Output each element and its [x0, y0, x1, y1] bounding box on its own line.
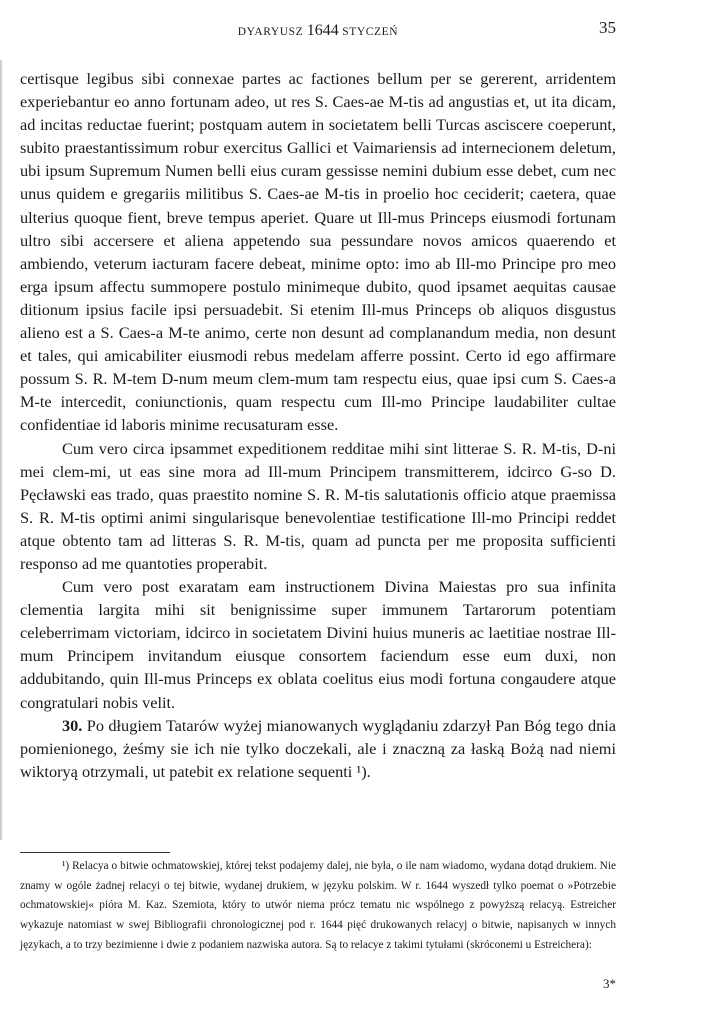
header-right: STYCZEŃ: [342, 26, 399, 38]
entry-number: 30.: [62, 715, 83, 735]
header-year: 1644: [306, 22, 339, 39]
paragraph-text: Po długiem Tatarów wyżej mianowanych wyglądaniu zdarzył Pan Bóg tego dnia pomienionego, żeśmy sie ich nie tylko doczekali, ale i znaczną za łaską Bożą nad niemi wiktoryą otrzymali, ut patebit ex relatione sequenti ¹).: [20, 715, 616, 781]
paragraph-text: Cum vero post exaratam eam instructionem Divina Maiestas pro sua infinita clementia largita mihi sit benignissime super immunem Tartarorum potentiam celeberrimam victoriam, idcirco in societatem Divini huius muneris ac laetitiae nostrae Ill-mum Principem invitandum eiusque consortem faciendum esse eum duxi, non addubitando, quin Ill-mus Princeps ex oblata coelitus eius modi fortuna congaudere atque congratulari nobis velit.: [20, 577, 616, 712]
paragraph-text: Cum vero circa ipsammet expeditionem redditae mihi sint litterae S. R. M-tis, D-ni mei clem-mi, ut eas sine mora ad Ill-mum Principem transmitterem, idcirco G-so D. Pęcławski eas trado, quas praestito nomine S. R. M-tis salutationis officio atque praemissa S. R. M-tis optimi animi singularisque benevolentiae testificatione Ill-mo Principi reddet atque obtento tam ad litteras S. R. M-tis, quam ad puncta per me proposita sufficienti responso ad me quantoties properabit.: [20, 438, 616, 573]
page-number: 35: [599, 18, 616, 37]
running-header: [20, 22, 616, 40]
footnote-1: ¹) Relacya o bitwie ochmatowskiej, której tekst podajemy dalej, nie była, o ile nam wiadomo, wydana dotąd drukiem. Nie znamy w ogóle żadnej relacyi o tej bitwie, wydanej drukiem, w języku polskim. W r. 1644 wyszedł tylko poemat o »Potrzebie ochmatowskiej« pióra M. Kaz. Szemiota, który to utwór niema prócz tematu nic wspólnego z powyższą relacyą. Estreicher wykazuje natomiast w swej Bibliografii chronologicznej pod r. 1644 pięć drukowanych relacyj o bitwie, napisanych w innych językach, a to trzy bezimienne i dwie z podaniem nazwiska autora. Są to relacye z takimi tytułami (skróconemi u Estreichera):: [20, 860, 616, 951]
binding-shadow: [0, 60, 3, 840]
footnotes: [20, 857, 616, 956]
header-left: DYARYUSZ: [237, 26, 304, 38]
footnote-rule: [20, 852, 170, 853]
paragraph-text: certisque legibus sibi connexae partes ac factiones bellum per se gererent, arridentem experiebantur eo anno fortunam adeo, ut res S. Caes-ae M-tis ad angustias et, ut ita dicam, ad incitas reductae fuerint; postquam autem in societatem belli Turcas asciscere coeperunt, subito praestantissimum robur exercitus Gallici et Vaimariensis ad internecionem deletum, ubi ipsum Supremum Numen belli eius curam gessisse nemini dubium esse debet, cum nec unus quidem e gregariis militibus S. Caes-ae M-tis in proelio hoc ceciderit; caetera, quae ulterius quoque fient, breve tempus aperiet. Quare ut Ill-mus Princeps eiusmodi fortunam ultro sibi accersere et aliena appetendo sua pessundare novos amicos quaerendo et ambiendo, veterum iacturam facere debeat, minime opto: imo ab Ill-mo Principe pro meo erga ipsum affectu summopere postulo minimeque dubito, quod ipsamet aequitas causae ditionum ipsius facile ipsi persuadebit. Si etenim Ill-mus Princeps ob aliquos disgustus alieno est a S. Caes-a M-te animo, certe non desunt ad complanandum media, non desunt et tales, qui amicabiliter eiusmodi rebus medelam afferre possint. Certo id ego affirmare possum S. R. M-tem D-num meum clem-mum tam respectu eius, quae ipsi cum S. Caes-a M-te intercedit, coniunctionis, quam respectu cum Ill-mo Principe laudabiliter cultae confidentiae id laboris minime recusaturam esse.: [20, 69, 616, 435]
paragraph: [20, 575, 616, 714]
paragraph: [20, 437, 616, 576]
signature-mark: 3*: [603, 976, 616, 991]
body-text: [20, 67, 616, 783]
paragraph: [20, 67, 616, 437]
paragraph: [20, 714, 616, 783]
